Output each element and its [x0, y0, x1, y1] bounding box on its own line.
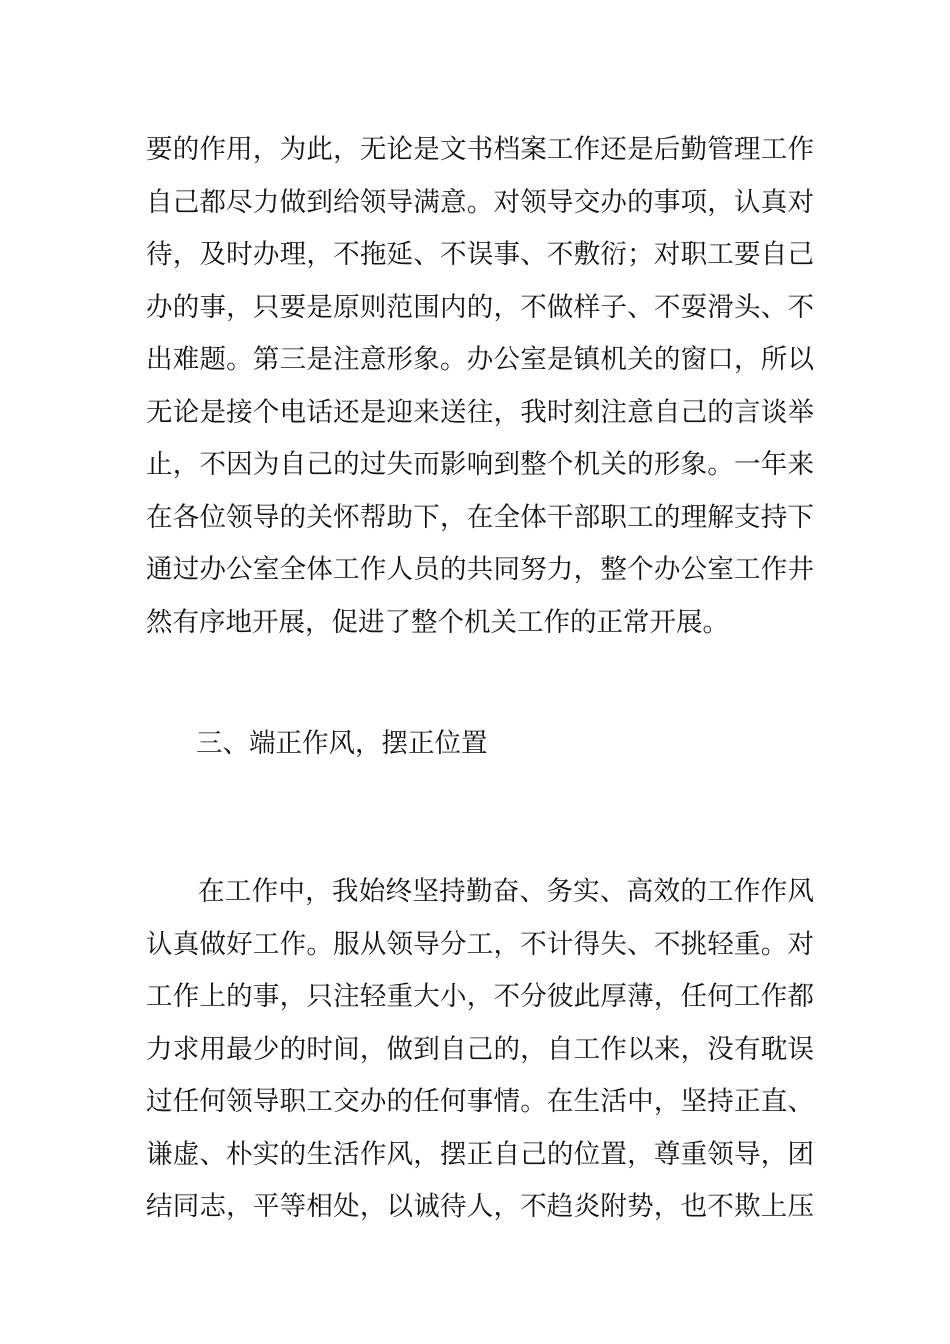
paragraph-continued: [146, 124, 814, 649]
text-line: 止，不因为自己的过失而影响到整个机关的形象。一年来: [146, 449, 814, 480]
text-line: 自己都尽力做到给领导满意。对领导交办的事项，认真对: [146, 186, 814, 218]
text-line: 出难题。第三是注意形象。办公室是镇机关的窗口，所以: [146, 344, 814, 375]
text-line: 谦虚、朴实的生活作风，摆正自己的位置，尊重领导，团: [146, 1138, 814, 1170]
text-line: 在各位领导的关怀帮助下，在全体干部职工的理解支持下: [146, 501, 814, 533]
text-line: 办的事，只要是原则范围内的，不做样子、不耍滑头、不: [146, 291, 814, 323]
paragraph-section-3: [146, 866, 814, 1234]
text-line: 通过办公室全体工作人员的共同努力，整个办公室工作井: [146, 554, 814, 585]
text-line: 工作上的事，只注轻重大小，不分彼此厚薄，任何工作都: [146, 981, 814, 1012]
text-line: 要的作用，为此，无论是文书档案工作还是后勤管理工作: [146, 134, 814, 165]
text-line: 无论是接个电话还是迎来送往，我时刻注意自己的言谈举: [146, 396, 814, 428]
text-line: 然有序地开展，促进了整个机关工作的正常开展。: [146, 606, 729, 638]
text-line: 在工作中，我始终坚持勤奋、务实、高效的工作作风: [198, 876, 814, 907]
text-line: 结同志，平等相处，以诚待人，不趋炎附势，也不欺上压: [146, 1191, 814, 1222]
text-line: 力求用最少的时间，做到自己的，自工作以来，没有耽误: [146, 1033, 814, 1065]
section-heading: 三、端正作风，摆正位置: [196, 728, 488, 759]
text-line: 过任何领导职工交办的任何事情。在生活中，坚持正直、: [146, 1086, 814, 1117]
text-line: 待，及时办理，不拖延、不误事、不敷衍；对职工要自己: [146, 239, 814, 270]
text-line: 认真做好工作。服从领导分工，不计得失、不挑轻重。对: [146, 928, 814, 960]
